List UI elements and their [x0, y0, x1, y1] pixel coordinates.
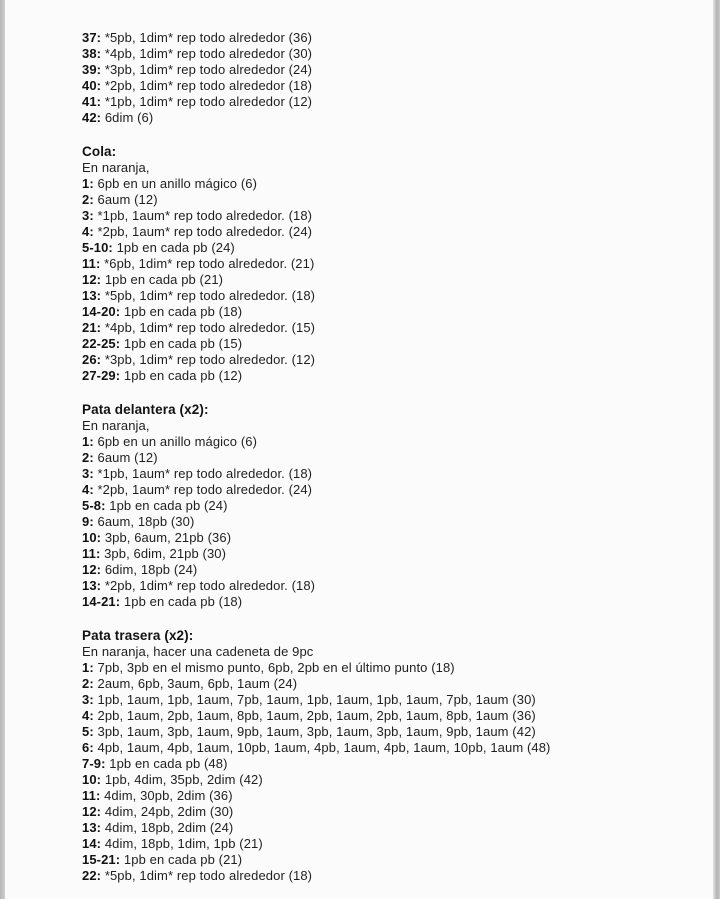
- section-intro: En naranja, hacer una cadeneta de 9pc: [82, 644, 314, 659]
- pattern-row: [82, 352, 700, 368]
- row-instruction: *6pb, 1dim* rep todo alrededor. (21): [104, 256, 315, 271]
- row-label: 2:: [82, 450, 94, 465]
- row-instruction: 6dim, 18pb (24): [104, 562, 198, 577]
- pattern-row: [82, 450, 700, 466]
- row-instruction: 3pb, 6aum, 21pb (36): [104, 530, 232, 545]
- row-instruction: 7pb, 3pb en el mismo punto, 6pb, 2pb en el último punto (18): [97, 660, 455, 675]
- row-label: 3:: [82, 692, 94, 707]
- pattern-row: [82, 272, 700, 288]
- row-label: 1:: [82, 434, 94, 449]
- pattern-row: [82, 804, 700, 820]
- row-instruction: 6aum (12): [97, 192, 158, 207]
- pattern-row: [82, 434, 700, 450]
- row-label: 22-25:: [82, 336, 121, 351]
- row-instruction: *2pb, 1aum* rep todo alrededor. (24): [97, 224, 313, 239]
- pattern-row: [82, 256, 700, 272]
- row-label: 11:: [82, 788, 101, 803]
- pattern-row: [82, 708, 700, 724]
- row-instruction: 3pb, 6dim, 21pb (30): [104, 546, 227, 561]
- row-label: 12:: [82, 272, 102, 287]
- row-label: 27-29:: [82, 368, 121, 383]
- pattern-section: [82, 30, 700, 126]
- row-instruction: *5pb, 1dim* rep todo alrededor. (18): [104, 288, 316, 303]
- row-label: 26:: [82, 352, 102, 367]
- pattern-row: [82, 514, 700, 530]
- row-instruction: 4dim, 18pb, 2dim (24): [104, 820, 234, 835]
- pattern-row: [82, 224, 700, 240]
- row-label: 1:: [82, 176, 94, 191]
- row-instruction: 1pb en cada pb (12): [123, 368, 243, 383]
- pattern-row: [82, 30, 700, 46]
- pattern-row: [82, 578, 700, 594]
- pattern-row: [82, 466, 700, 482]
- pattern-row: [82, 288, 700, 304]
- pattern-row: [82, 546, 700, 562]
- pattern-row: [82, 772, 700, 788]
- row-instruction: 1pb en cada pb (15): [123, 336, 243, 351]
- row-instruction: *2pb, 1aum* rep todo alrededor. (24): [97, 482, 313, 497]
- pattern-row: [82, 562, 700, 578]
- row-instruction: 3pb, 1aum, 3pb, 1aum, 9pb, 1aum, 3pb, 1aum, 3pb, 1aum, 9pb, 1aum (42): [97, 724, 536, 739]
- pattern-row: [82, 208, 700, 224]
- row-label: 9:: [82, 514, 94, 529]
- pattern-row: [82, 320, 700, 336]
- row-instruction: 1pb en cada pb (18): [123, 594, 243, 609]
- pattern-row: [82, 78, 700, 94]
- row-instruction: 1pb en cada pb (24): [116, 240, 235, 255]
- row-label: 22:: [82, 868, 102, 883]
- row-instruction: 1pb en cada pb (21): [104, 272, 224, 287]
- row-instruction: *3pb, 1dim* rep todo alrededor (24): [104, 62, 313, 77]
- pattern-section: [82, 628, 700, 884]
- row-label: 1:: [82, 660, 94, 675]
- row-instruction: *1pb, 1aum* rep todo alrededor. (18): [97, 466, 313, 481]
- pattern-row: [82, 676, 700, 692]
- pattern-row: [82, 530, 700, 546]
- pattern-section: [82, 402, 700, 610]
- row-instruction: 1pb en cada pb (24): [109, 498, 228, 513]
- row-label: 13:: [82, 288, 102, 303]
- row-label: 13:: [82, 820, 102, 835]
- row-instruction: 1pb en cada pb (18): [123, 304, 243, 319]
- row-label: 41:: [82, 94, 102, 109]
- row-label: 12:: [82, 562, 102, 577]
- pattern-row: [82, 482, 700, 498]
- pattern-row: [82, 724, 700, 740]
- row-instruction: 4pb, 1aum, 4pb, 1aum, 10pb, 1aum, 4pb, 1aum, 4pb, 1aum, 10pb, 1aum (48): [97, 740, 551, 755]
- row-label: 38:: [82, 46, 102, 61]
- row-instruction: 4dim, 18pb, 1dim, 1pb (21): [104, 836, 263, 851]
- section-intro: En naranja,: [82, 418, 150, 433]
- row-label: 3:: [82, 466, 94, 481]
- row-label: 12:: [82, 804, 102, 819]
- pattern-row: [82, 176, 700, 192]
- pattern-row: [82, 868, 700, 884]
- row-label: 37:: [82, 30, 102, 45]
- pattern-row: [82, 336, 700, 352]
- row-label: 42:: [82, 110, 102, 125]
- pattern-row: [82, 62, 700, 78]
- row-label: 5-8:: [82, 498, 106, 513]
- pattern-row: [82, 660, 700, 676]
- row-label: 4:: [82, 224, 94, 239]
- section-intro: En naranja,: [82, 160, 150, 175]
- pattern-row: [82, 192, 700, 208]
- row-label: 6:: [82, 740, 94, 755]
- row-instruction: 2aum, 6pb, 3aum, 6pb, 1aum (24): [97, 676, 298, 691]
- row-instruction: 4dim, 24pb, 2dim (30): [104, 804, 234, 819]
- section-heading: Pata trasera (x2):: [82, 628, 194, 643]
- row-label: 10:: [82, 530, 102, 545]
- pattern-row: [82, 788, 700, 804]
- pattern-row: [82, 498, 700, 514]
- scan-edge-left: [0, 0, 5, 899]
- pattern-row: [82, 820, 700, 836]
- row-instruction: *5pb, 1dim* rep todo alrededor (18): [104, 868, 313, 883]
- row-label: 11:: [82, 256, 101, 271]
- row-instruction: *4pb, 1dim* rep todo alrededor (30): [104, 46, 313, 61]
- row-instruction: 4dim, 30pb, 2dim (36): [104, 788, 233, 803]
- pattern-row: [82, 692, 700, 708]
- row-label: 11:: [82, 546, 101, 561]
- pattern-row: [82, 304, 700, 320]
- row-instruction: 6dim (6): [104, 110, 154, 125]
- row-instruction: 1pb, 4dim, 35pb, 2dim (42): [104, 772, 263, 787]
- row-instruction: 6pb en un anillo mágico (6): [97, 176, 258, 191]
- row-label: 15-21:: [82, 852, 121, 867]
- row-label: 5-10:: [82, 240, 113, 255]
- row-label: 14-20:: [82, 304, 121, 319]
- pattern-row: [82, 836, 700, 852]
- row-instruction: *1pb, 1aum* rep todo alrededor. (18): [97, 208, 313, 223]
- row-instruction: *1pb, 1dim* rep todo alrededor (12): [104, 94, 313, 109]
- pattern-row: [82, 756, 700, 772]
- section-heading: Pata delantera (x2):: [82, 402, 209, 417]
- row-label: 4:: [82, 708, 94, 723]
- row-label: 40:: [82, 78, 102, 93]
- row-label: 4:: [82, 482, 94, 497]
- row-label: 2:: [82, 676, 94, 691]
- row-instruction: *5pb, 1dim* rep todo alrededor (36): [104, 30, 313, 45]
- row-instruction: *4pb, 1dim* rep todo alrededor. (15): [104, 320, 316, 335]
- row-label: 3:: [82, 208, 94, 223]
- row-instruction: 2pb, 1aum, 2pb, 1aum, 8pb, 1aum, 2pb, 1aum, 2pb, 1aum, 8pb, 1aum (36): [97, 708, 536, 723]
- row-label: 2:: [82, 192, 94, 207]
- pattern-row: [82, 740, 700, 756]
- section-heading: Cola:: [82, 144, 117, 159]
- row-instruction: *2pb, 1dim* rep todo alrededor (18): [104, 78, 313, 93]
- row-instruction: 1pb en cada pb (21): [123, 852, 243, 867]
- row-instruction: 1pb en cada pb (48): [109, 756, 228, 771]
- pattern-text: [82, 30, 700, 884]
- row-instruction: *3pb, 1dim* rep todo alrededor. (12): [104, 352, 316, 367]
- pattern-row: [82, 46, 700, 62]
- pattern-row: [82, 594, 700, 610]
- pattern-row: [82, 110, 700, 126]
- row-instruction: 6aum, 18pb (30): [97, 514, 195, 529]
- row-instruction: 6pb en un anillo mágico (6): [97, 434, 258, 449]
- row-label: 13:: [82, 578, 102, 593]
- row-label: 21:: [82, 320, 102, 335]
- row-instruction: 1pb, 1aum, 1pb, 1aum, 7pb, 1aum, 1pb, 1aum, 1pb, 1aum, 7pb, 1aum (30): [97, 692, 536, 707]
- row-instruction: *2pb, 1dim* rep todo alrededor. (18): [104, 578, 316, 593]
- row-label: 39:: [82, 62, 102, 77]
- pattern-row: [82, 368, 700, 384]
- pattern-section: [82, 144, 700, 384]
- pattern-row: [82, 240, 700, 256]
- row-instruction: 6aum (12): [97, 450, 158, 465]
- row-label: 10:: [82, 772, 102, 787]
- scan-edge-right: [713, 0, 720, 899]
- row-label: 5:: [82, 724, 94, 739]
- pattern-row: [82, 94, 700, 110]
- row-label: 14:: [82, 836, 102, 851]
- row-label: 14-21:: [82, 594, 121, 609]
- pattern-row: [82, 852, 700, 868]
- row-label: 7-9:: [82, 756, 106, 771]
